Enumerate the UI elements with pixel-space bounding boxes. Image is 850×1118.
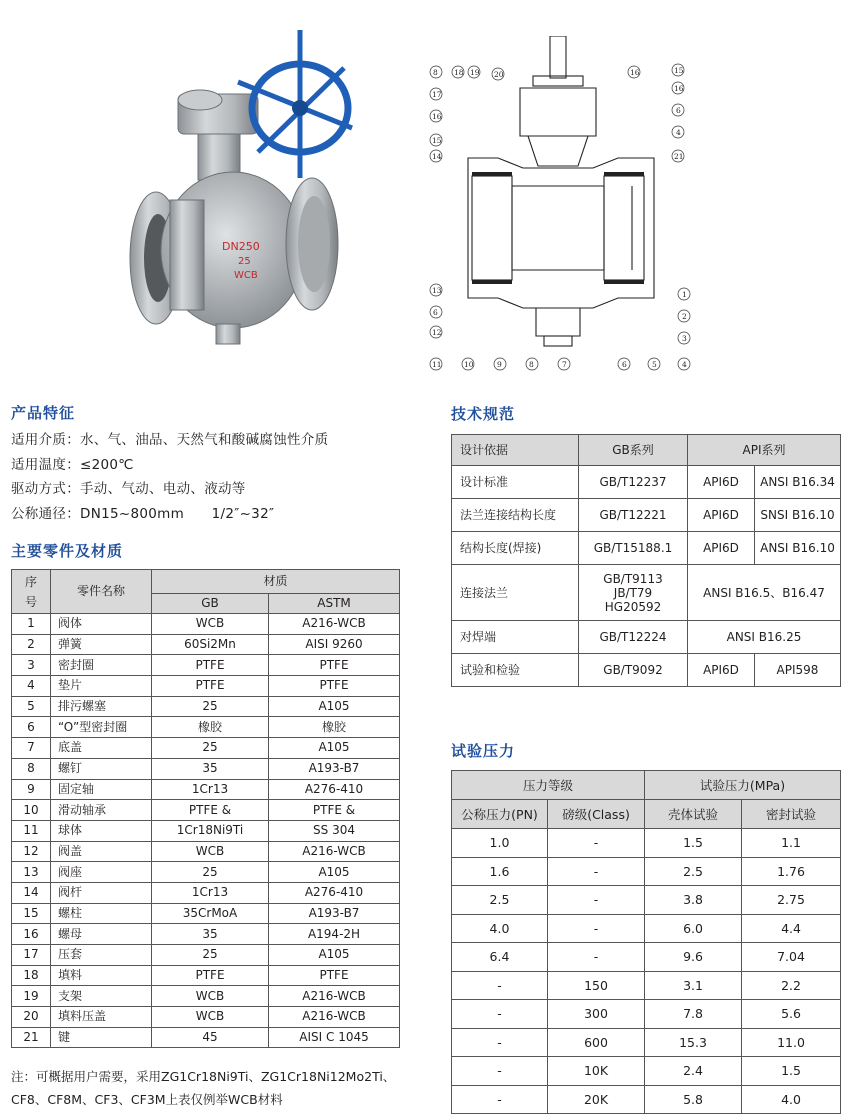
parts-cell-gb: WCB [152, 614, 269, 635]
parts-cell-name: 阀座 [51, 862, 152, 883]
pressure-cell-pn: 1.0 [452, 829, 548, 858]
parts-cell-gb: 1Cr18Ni9Ti [152, 820, 269, 841]
pressure-cell-shell: 7.8 [645, 1000, 742, 1029]
parts-cell-no: 6 [12, 717, 51, 738]
parts-cell-astm: A216-WCB [269, 614, 400, 635]
parts-cell-name: 弹簧 [51, 634, 152, 655]
pressure-cell-class: 150 [548, 971, 645, 1000]
features-title: 产品特征 [11, 404, 76, 422]
parts-cell-gb: 25 [152, 696, 269, 717]
pressure-cell-pn: - [452, 971, 548, 1000]
table-row [452, 1000, 841, 1029]
table-row [452, 886, 841, 915]
parts-cell-astm: PTFE [269, 676, 400, 697]
parts-cell-gb: PTFE [152, 676, 269, 697]
svg-text:6: 6 [433, 308, 438, 317]
pressure-cell-class: 300 [548, 1000, 645, 1029]
parts-cell-name: 螺母 [51, 924, 152, 945]
pressure-cell-shell: 9.6 [645, 943, 742, 972]
parts-cell-gb: 25 [152, 738, 269, 759]
spec-row: 法兰连接结构长度 GB/T12221 API6D SNSI B16.10 [452, 499, 841, 532]
pressure-cell-class: 10K [548, 1057, 645, 1086]
parts-cell-name: 压套 [51, 945, 152, 966]
pressure-cell-seal: 2.2 [742, 971, 841, 1000]
parts-cell-astm: A216-WCB [269, 986, 400, 1007]
feature-diameter: 公称通径：DN15~800mm 1/2″~32″ [11, 505, 275, 522]
svg-text:5: 5 [652, 360, 657, 369]
pressure-cell-seal: 5.6 [742, 1000, 841, 1029]
pressure-cell-shell: 2.4 [645, 1057, 742, 1086]
table-row [12, 800, 400, 821]
parts-head-no: 序号 [12, 570, 51, 614]
feature-temperature: 适用温度：≤200℃ [11, 456, 134, 473]
parts-cell-astm: A105 [269, 696, 400, 717]
pressure-cell-seal: 4.0 [742, 1085, 841, 1114]
handwheel-icon [238, 30, 352, 178]
svg-text:2: 2 [682, 312, 687, 321]
parts-cell-name: 支架 [51, 986, 152, 1007]
svg-text:16: 16 [674, 84, 684, 93]
parts-cell-no: 2 [12, 634, 51, 655]
pressure-cell-pn: - [452, 1028, 548, 1057]
table-row [12, 986, 400, 1007]
table-row [12, 676, 400, 697]
table-row [12, 862, 400, 883]
pressure-head-pn: 公称压力(PN) [452, 800, 548, 829]
table-row [12, 903, 400, 924]
diagram-callouts-right [558, 64, 690, 370]
pressure-title: 试验压力 [451, 742, 516, 760]
pressure-head-seal: 密封试验 [742, 800, 841, 829]
parts-cell-gb: 橡胶 [152, 717, 269, 738]
parts-cell-astm: A216-WCB [269, 841, 400, 862]
feature-drive: 驱动方式：手动、气动、电动、液动等 [11, 481, 246, 498]
spec-head-gb: GB系列 [579, 435, 688, 466]
parts-cell-no: 5 [12, 696, 51, 717]
spec-row: 试验和检验 GB/T9092 API6D API598 [452, 654, 841, 687]
table-row [452, 1028, 841, 1057]
parts-cell-gb: WCB [152, 841, 269, 862]
table-row [12, 696, 400, 717]
svg-text:16: 16 [630, 68, 640, 77]
pressure-cell-class: 20K [548, 1085, 645, 1114]
parts-cell-astm: PTFE & [269, 800, 400, 821]
parts-cell-no: 9 [12, 779, 51, 800]
parts-cell-gb: 45 [152, 1027, 269, 1048]
parts-cell-astm: A193-B7 [269, 758, 400, 779]
parts-cell-name: 填料压盖 [51, 1007, 152, 1028]
svg-text:10: 10 [464, 360, 474, 369]
parts-cell-astm: A105 [269, 945, 400, 966]
photo-dn-label: DN250 [222, 240, 260, 253]
parts-cell-name: 键 [51, 1027, 152, 1048]
pressure-cell-class: - [548, 886, 645, 915]
pressure-cell-shell: 15.3 [645, 1028, 742, 1057]
table-row [12, 738, 400, 759]
pressure-cell-pn: - [452, 1000, 548, 1029]
svg-text:9: 9 [497, 360, 502, 369]
parts-head-astm: ASTM [269, 594, 400, 614]
spec-table [451, 434, 841, 687]
parts-cell-no: 12 [12, 841, 51, 862]
parts-cell-name: 阀盖 [51, 841, 152, 862]
pressure-table [451, 770, 841, 1114]
parts-cell-gb: 35 [152, 758, 269, 779]
table-row [452, 1057, 841, 1086]
table-row [12, 634, 400, 655]
parts-cell-gb: 35CrMoA [152, 903, 269, 924]
parts-cell-name: 滑动轴承 [51, 800, 152, 821]
svg-text:8: 8 [433, 68, 438, 77]
parts-cell-astm: AISI 9260 [269, 634, 400, 655]
svg-text:15: 15 [674, 66, 684, 75]
svg-text:17: 17 [432, 90, 442, 99]
parts-cell-astm: A276-410 [269, 779, 400, 800]
parts-cell-name: 密封圈 [51, 655, 152, 676]
table-row [452, 829, 841, 858]
parts-cell-gb: 35 [152, 924, 269, 945]
table-row [12, 924, 400, 945]
photo-mat-label: WCB [234, 270, 258, 281]
svg-text:15: 15 [432, 136, 442, 145]
table-row [12, 779, 400, 800]
parts-cell-name: 垫片 [51, 676, 152, 697]
parts-cell-gb: 25 [152, 945, 269, 966]
parts-cell-name: 螺钉 [51, 758, 152, 779]
table-row [12, 945, 400, 966]
parts-cell-name: 底盖 [51, 738, 152, 759]
parts-cell-astm: PTFE [269, 965, 400, 986]
parts-cell-gb: PTFE [152, 655, 269, 676]
svg-text:8: 8 [529, 360, 534, 369]
parts-cell-no: 14 [12, 882, 51, 903]
svg-text:20: 20 [494, 70, 504, 79]
pressure-cell-seal: 1.1 [742, 829, 841, 858]
pressure-cell-seal: 2.75 [742, 886, 841, 915]
pressure-cell-class: - [548, 857, 645, 886]
svg-text:19: 19 [470, 68, 480, 77]
parts-cell-no: 3 [12, 655, 51, 676]
parts-cell-name: 排污螺塞 [51, 696, 152, 717]
spec-row: 设计标准 GB/T12237 API6D ANSI B16.34 [452, 466, 841, 499]
spec-head-api: API系列 [688, 435, 841, 466]
svg-text:12: 12 [432, 328, 442, 337]
parts-cell-no: 19 [12, 986, 51, 1007]
pressure-cell-pn: - [452, 1057, 548, 1086]
parts-cell-no: 8 [12, 758, 51, 779]
spec-row: 结构长度(焊接) GB/T15188.1 API6D ANSI B16.10 [452, 532, 841, 565]
parts-head-material: 材质 [152, 570, 400, 594]
pressure-cell-pn: 2.5 [452, 886, 548, 915]
svg-text:3: 3 [682, 334, 687, 343]
parts-cell-gb: PTFE [152, 965, 269, 986]
parts-cell-astm: A276-410 [269, 882, 400, 903]
table-row [12, 841, 400, 862]
parts-cell-name: 阀体 [51, 614, 152, 635]
svg-text:13: 13 [432, 286, 442, 295]
photo-pn-label: 25 [238, 256, 251, 267]
pressure-cell-shell: 2.5 [645, 857, 742, 886]
parts-cell-astm: A216-WCB [269, 1007, 400, 1028]
material-note [11, 1066, 441, 1111]
table-row [12, 1027, 400, 1048]
pressure-head-grade: 压力等级 [452, 771, 645, 800]
parts-cell-gb: PTFE & [152, 800, 269, 821]
parts-cell-astm: 橡胶 [269, 717, 400, 738]
parts-cell-gb: WCB [152, 1007, 269, 1028]
parts-cell-no: 18 [12, 965, 51, 986]
parts-cell-name: 填料 [51, 965, 152, 986]
svg-text:21: 21 [674, 152, 684, 161]
table-row [12, 882, 400, 903]
parts-cell-no: 16 [12, 924, 51, 945]
table-row [452, 971, 841, 1000]
parts-head-gb: GB [152, 594, 269, 614]
parts-table [11, 569, 400, 1048]
pressure-cell-class: 600 [548, 1028, 645, 1057]
table-row [12, 614, 400, 635]
spec-row: 连接法兰 GB/T9113 JB/T79 HG20592 ANSI B16.5、B16.47 [452, 565, 841, 621]
parts-cell-name: “O”型密封圈 [51, 717, 152, 738]
parts-cell-gb: WCB [152, 986, 269, 1007]
parts-cell-gb: 1Cr13 [152, 779, 269, 800]
pressure-cell-seal: 11.0 [742, 1028, 841, 1057]
table-row [12, 965, 400, 986]
parts-cell-name: 固定轴 [51, 779, 152, 800]
features-list [11, 428, 328, 526]
note-line-2: CF8、CF8M、CF3、CF3M上表仅例举WCB材料 [11, 1091, 283, 1107]
parts-cell-no: 21 [12, 1027, 51, 1048]
parts-cell-name: 螺柱 [51, 903, 152, 924]
pressure-cell-shell: 3.1 [645, 971, 742, 1000]
table-row [452, 857, 841, 886]
pressure-cell-seal: 1.76 [742, 857, 841, 886]
pressure-cell-class: - [548, 943, 645, 972]
parts-title: 主要零件及材质 [11, 542, 124, 560]
parts-cell-no: 4 [12, 676, 51, 697]
svg-text:4: 4 [676, 128, 681, 137]
parts-cell-name: 阀杆 [51, 882, 152, 903]
valve-section-diagram [428, 36, 694, 372]
table-row [12, 1007, 400, 1028]
note-line-1: 注：可概据用户需要，采用ZG1Cr18Ni9Ti、ZG1Cr18Ni12Mo2Ti、 [11, 1069, 396, 1084]
svg-text:16: 16 [432, 112, 442, 121]
svg-text:7: 7 [562, 360, 567, 369]
spec-head-basis: 设计依据 [452, 435, 579, 466]
parts-cell-no: 7 [12, 738, 51, 759]
parts-cell-astm: PTFE [269, 655, 400, 676]
parts-cell-astm: AISI C 1045 [269, 1027, 400, 1048]
pressure-head-shell: 壳体试验 [645, 800, 742, 829]
parts-cell-gb: 60Si2Mn [152, 634, 269, 655]
parts-cell-gb: 25 [152, 862, 269, 883]
parts-cell-astm: A105 [269, 738, 400, 759]
parts-cell-astm: A194-2H [269, 924, 400, 945]
spec-title: 技术规范 [451, 405, 516, 423]
feature-medium: 适用介质：水、气、油品、天然气和酸碱腐蚀性介质 [11, 432, 329, 448]
parts-cell-no: 17 [12, 945, 51, 966]
svg-text:11: 11 [432, 360, 442, 369]
table-row [452, 1085, 841, 1114]
parts-cell-no: 11 [12, 820, 51, 841]
pressure-cell-class: - [548, 829, 645, 858]
parts-cell-no: 10 [12, 800, 51, 821]
parts-head-name: 零件名称 [51, 570, 152, 614]
spec-row: 对焊端 GB/T12224 ANSI B16.25 [452, 621, 841, 654]
product-photo [118, 28, 358, 358]
svg-text:4: 4 [682, 360, 687, 369]
pressure-cell-seal: 1.5 [742, 1057, 841, 1086]
parts-cell-no: 20 [12, 1007, 51, 1028]
parts-cell-astm: A105 [269, 862, 400, 883]
svg-text:6: 6 [622, 360, 627, 369]
pressure-cell-seal: 4.4 [742, 914, 841, 943]
parts-cell-no: 1 [12, 614, 51, 635]
pressure-cell-seal: 7.04 [742, 943, 841, 972]
pressure-cell-pn: 1.6 [452, 857, 548, 886]
table-row [12, 820, 400, 841]
pressure-cell-shell: 3.8 [645, 886, 742, 915]
pressure-cell-class: - [548, 914, 645, 943]
pressure-cell-shell: 5.8 [645, 1085, 742, 1114]
pressure-head-test: 试验压力(MPa) [645, 771, 841, 800]
table-row [12, 758, 400, 779]
svg-text:14: 14 [432, 152, 442, 161]
svg-text:1: 1 [682, 290, 687, 299]
svg-text:6: 6 [676, 106, 681, 115]
svg-text:18: 18 [454, 68, 464, 77]
table-row [12, 655, 400, 676]
table-row [452, 943, 841, 972]
parts-cell-no: 13 [12, 862, 51, 883]
pressure-head-class: 磅级(Class) [548, 800, 645, 829]
pressure-cell-pn: - [452, 1085, 548, 1114]
parts-cell-no: 15 [12, 903, 51, 924]
diagram-callouts-left [430, 66, 538, 370]
pressure-cell-shell: 6.0 [645, 914, 742, 943]
pressure-cell-pn: 4.0 [452, 914, 548, 943]
parts-cell-name: 球体 [51, 820, 152, 841]
parts-cell-gb: 1Cr13 [152, 882, 269, 903]
pressure-cell-pn: 6.4 [452, 943, 548, 972]
table-row [12, 717, 400, 738]
parts-cell-astm: A193-B7 [269, 903, 400, 924]
parts-cell-astm: SS 304 [269, 820, 400, 841]
pressure-cell-shell: 1.5 [645, 829, 742, 858]
table-row [452, 914, 841, 943]
